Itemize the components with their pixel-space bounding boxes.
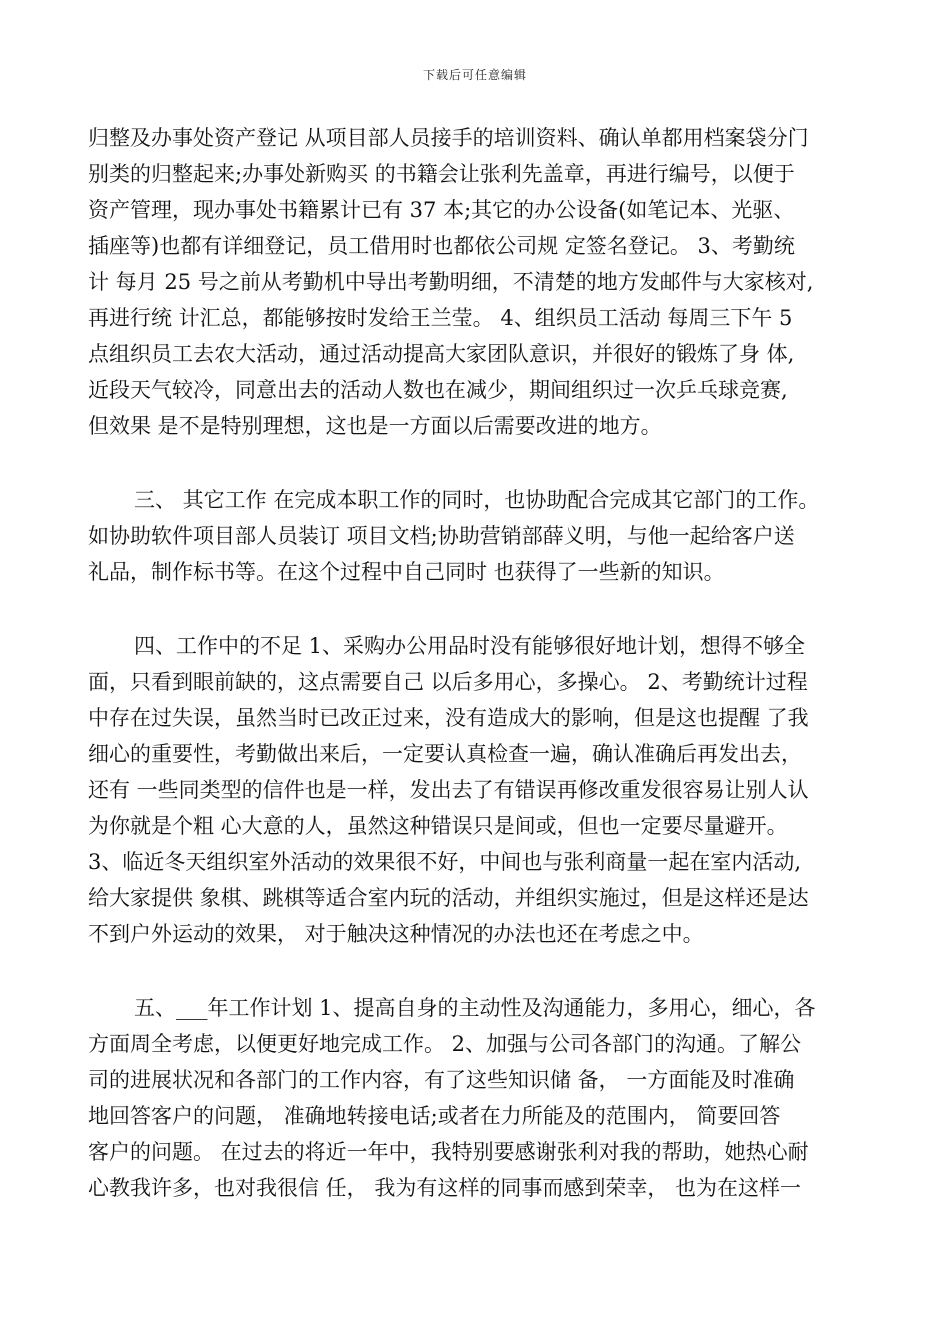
text-line: 别类的归整起来;办事处新购买 的书籍会让张利先盖章，再进行编号，以便于 <box>88 162 795 186</box>
text-line: 资产管理，现办事处书籍累计已有 37 本;其它的办公设备(如笔记本、光驱、 <box>88 198 795 222</box>
page-header: 下载后可任意编辑 <box>422 68 527 82</box>
text-line: 面，只看到眼前缺的，这点需要自己 以后多用心，多操心。 2、考勤统计过程 <box>88 670 808 694</box>
text-line: 点组织员工去农大活动，通过活动提高大家团队意识，并很好的锻炼了身 体, <box>88 342 795 366</box>
text-line: 客户的问题。 在过去的将近一年中，我特别要感谢张利对我的帮助，她热心耐 <box>88 1140 809 1164</box>
text-line: 给大家提供 象棋、跳棋等适合室内玩的活动，并组织实施过，但是这样还是达 <box>88 886 809 910</box>
text-line: 插座等)也都有详细登记，员工借用时也都依公司规 定签名登记。 3、考勤统 <box>88 234 795 258</box>
text-line: 为你就是个粗 心大意的人，虽然这种错误只是间或，但也一定要尽量避开。 <box>88 814 788 838</box>
text-line: 不到户外运动的效果， 对于触决这种情况的办法也还在考虑之中。 <box>88 922 704 946</box>
text-line: 五、___年工作计划 1、提高自身的主动性及沟通能力，多用心，细心，各 <box>134 996 816 1020</box>
text-line: 三、 其它工作 在完成本职工作的同时，也协助配合完成其它部门的工作。 <box>134 488 820 512</box>
text-line: 心教我许多，也对我很信 任， 我为有这样的同事而感到荣幸， 也为在这样一 <box>88 1176 802 1200</box>
text-line: 还有 一些同类型的信件也是一样，发出去了有错误再修改重发很容易让别人认 <box>88 778 809 802</box>
text-line: 中存在过失误，虽然当时已改正过来，没有造成大的影响，但是这也提醒 了我 <box>88 706 809 730</box>
text-line: 细心的重要性，考勤做出来后，一定要认真检查一遍，确认准确后再发出去， <box>88 742 802 766</box>
text-line: 地回答客户的问题， 准确地转接电话;或者在力所能及的范围内， 简要回答 <box>88 1104 781 1128</box>
text-line: 礼品，制作标书等。在这个过程中自己同时 也获得了一些新的知识。 <box>88 560 725 584</box>
text-line: 司的进展状况和各部门的工作内容，有了这些知识储 备， 一方面能及时准确 <box>88 1068 795 1092</box>
text-line: 四、工作中的不足 1、采购办公用品时没有能够很好地计划，想得不够全 <box>134 634 806 658</box>
text-line: 3、临近冬天组织室外活动的效果很不好，中间也与张利商量一起在室内活动, <box>88 850 802 874</box>
text-line: 方面周全考虑，以便更好地完成工作。 2、加强与公司各部门的沟通。了解公 <box>88 1032 802 1056</box>
text-line: 计 每月 25 号之前从考勤机中导出考勤明细，不清楚的地方发邮件与大家核对, <box>88 270 814 294</box>
text-line: 但效果 是不是特别理想，这也是一方面以后需要改进的地方。 <box>88 414 662 438</box>
text-line: 再进行统 计汇总，都能够按时发给王兰莹。 4、组织员工活动 每周三下午 5 <box>88 306 793 330</box>
text-line: 近段天气较冷，同意出去的活动人数也在减少，期间组织过一次乒乓球竞赛, <box>88 378 788 402</box>
text-line: 如协助软件项目部人员装订 项目文档;协助营销部薛义明，与他一起给客户送 <box>88 524 795 548</box>
text-line: 归整及办事处资产登记 从项目部人员接手的培训资料、确认单都用档案袋分门 <box>88 126 809 150</box>
